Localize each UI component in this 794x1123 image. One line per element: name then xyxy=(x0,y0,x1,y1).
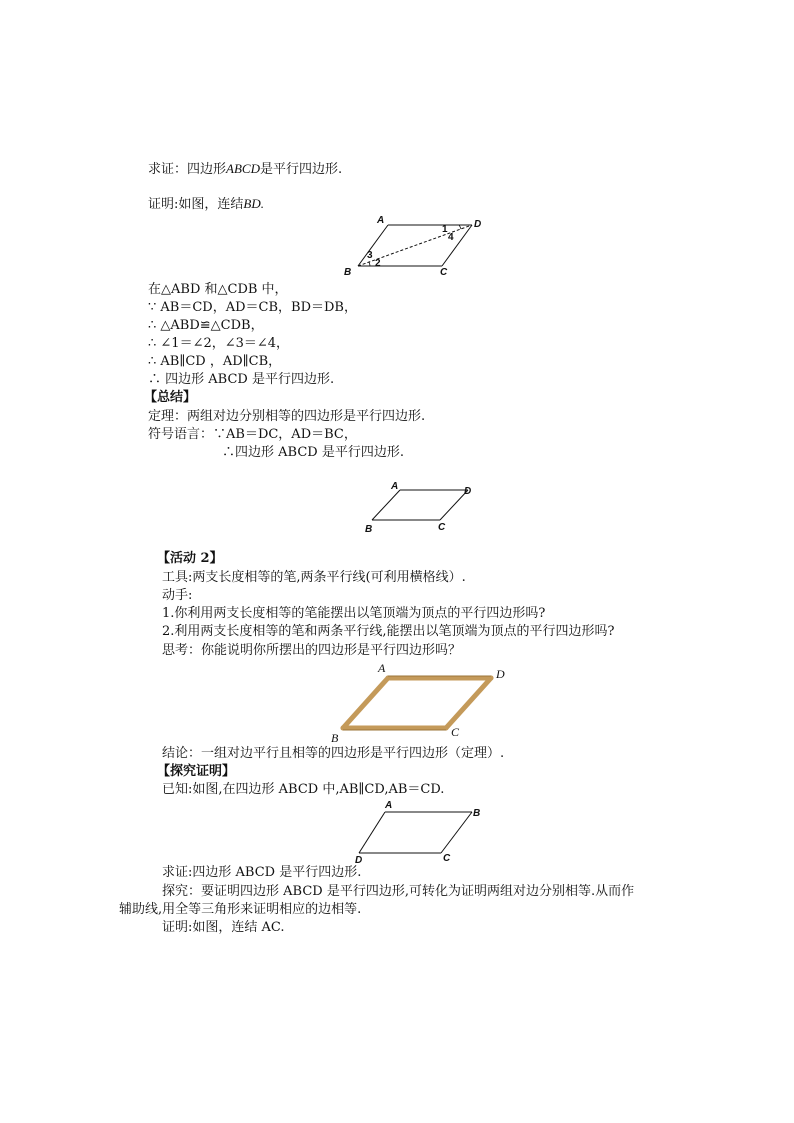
angle-4-label: 4 xyxy=(448,232,454,243)
activity-question-2: 2.利用两支长度相等的笔和两条平行线,能摆出以笔顶端为顶点的平行四边形吗? xyxy=(162,624,615,639)
activity-conclusion: 结论：一组对边平行且相等的四边形是平行四边形（定理）. xyxy=(162,746,505,761)
pens-parallelogram-figure xyxy=(325,662,525,747)
given-text: 已知:如图,在四边形 ABCD 中,AB∥CD,AB＝CD. xyxy=(162,782,445,797)
angle-2-label: 2 xyxy=(375,258,381,269)
label-c: C xyxy=(443,853,451,864)
parallelogram-figure-1 xyxy=(340,213,490,278)
activity-2-heading: 【活动 2】 xyxy=(157,551,223,566)
label-b: B xyxy=(344,267,352,278)
proof-line-angles: ∴ ∠1＝∠2，∠3＝∠4， xyxy=(148,336,290,351)
proof-line-because: ∵ AB＝CD，AD＝CB，BD＝DB， xyxy=(148,300,357,315)
explore-heading: 【探究证明】 xyxy=(157,764,236,779)
angle-1-label: 1 xyxy=(442,224,448,235)
symbol-language-line-1: 符号语言：∵AB＝DC，AD＝BC， xyxy=(148,427,357,442)
label-d: D xyxy=(355,855,363,866)
proof-line-parallel: ∴ AB∥CD ，AD∥CB， xyxy=(148,354,282,369)
label-a: A xyxy=(385,800,393,811)
label-b: B xyxy=(365,524,373,535)
symbol-language-line-2: ∴四边形 ABCD 是平行四边形. xyxy=(222,445,404,460)
activity-think: 思考：你能说明你所摆出的四边形是平行四边形吗？ xyxy=(162,643,462,658)
parallelogram-figure-3 xyxy=(345,797,495,867)
activity-question-1: 1.你利用两支长度相等的笔能摆出以笔顶端为顶点的平行四边形吗? xyxy=(162,606,546,621)
label-a: A xyxy=(377,215,385,226)
theorem-text: 定理：两组对边分别相等的四边形是平行四边形. xyxy=(148,409,426,424)
activity-tools: 工具:两支长度相等的笔,两条平行线(可利用横格线）. xyxy=(162,570,466,585)
label-b: B xyxy=(331,731,339,745)
label-a: A xyxy=(378,661,386,675)
prove-statement-2: 求证:四边形 ABCD 是平行四边形. xyxy=(162,865,362,880)
label-d: D xyxy=(496,667,505,681)
label-b: B xyxy=(473,808,481,819)
proof-line-conclusion: ∴ 四边形 ABCD 是平行四边形. xyxy=(148,372,335,387)
prove-statement-1: 求证：四边形ABCD是平行四边形. xyxy=(148,161,343,177)
label-a: A xyxy=(391,481,399,492)
angle-3-label: 3 xyxy=(367,250,373,261)
label-c: C xyxy=(438,522,446,533)
proof-intro-1: 证明:如图，连结BD. xyxy=(148,196,264,212)
label-d: D xyxy=(464,486,472,497)
summary-heading: 【总结】 xyxy=(144,390,197,405)
proof-line-congruent: ∴ △ABD≌△CDB， xyxy=(148,318,264,333)
label-c: C xyxy=(451,725,460,739)
explore-text-line-1: 探究：要证明四边形 ABCD 是平行四边形,可转化为证明两组对边分别相等.从而作 xyxy=(162,884,635,899)
proof-line-in-triangles: 在△ABD 和△CDB 中， xyxy=(148,282,288,297)
proof-intro-2: 证明:如图，连结 AC. xyxy=(162,920,285,935)
label-d: D xyxy=(474,219,482,230)
parallelogram-figure-2 xyxy=(360,478,480,538)
label-c: C xyxy=(440,267,448,278)
activity-hands-on: 动手: xyxy=(162,588,193,603)
explore-text-line-2: 辅助线,用全等三角形来证明相应的边相等. xyxy=(119,902,362,917)
